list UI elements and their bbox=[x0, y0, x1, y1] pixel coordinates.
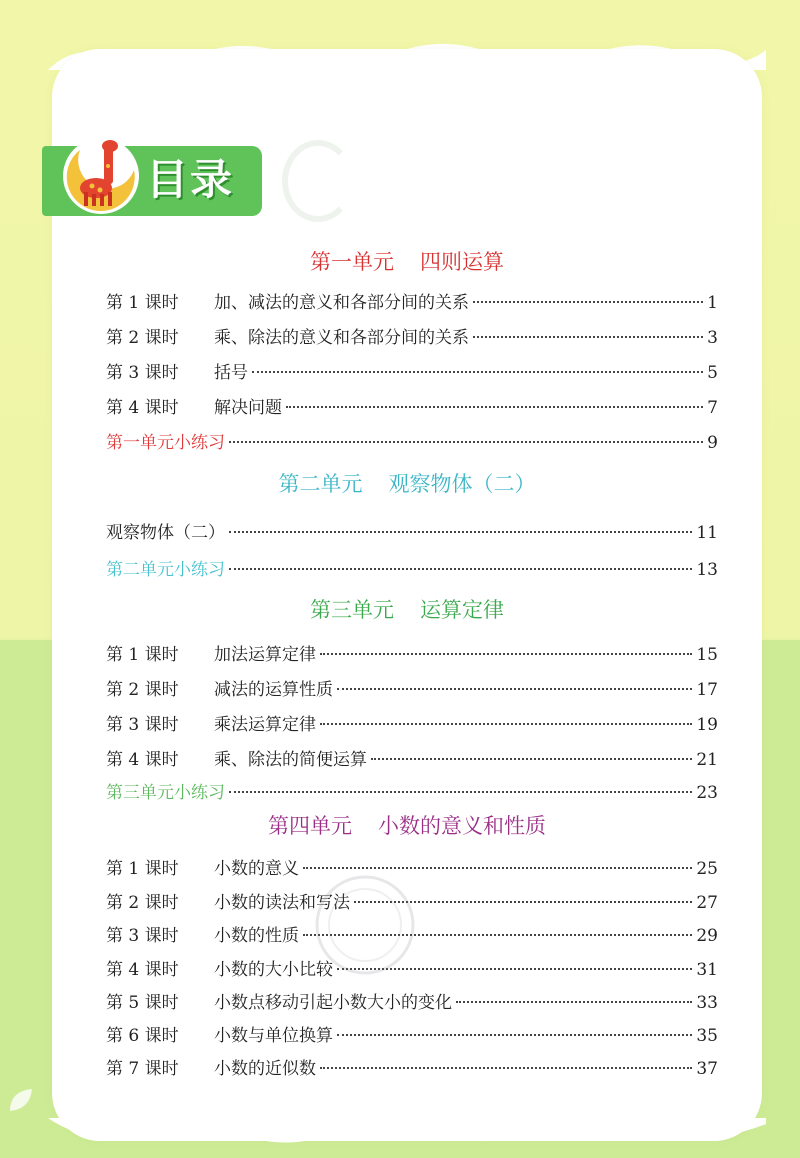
page-number: 5 bbox=[707, 363, 718, 383]
dot-leader bbox=[473, 336, 703, 338]
toc-row[interactable] bbox=[106, 988, 718, 1016]
dot-leader bbox=[229, 791, 692, 793]
page-number: 29 bbox=[696, 926, 718, 946]
toc-row[interactable] bbox=[106, 745, 718, 773]
lesson-number: 第 3 课时 bbox=[106, 926, 179, 946]
page-number: 9 bbox=[707, 433, 718, 453]
page-number: 33 bbox=[696, 993, 718, 1013]
lesson-topic: 减法的运算性质 bbox=[214, 680, 333, 700]
toc-row-practice[interactable] bbox=[106, 555, 718, 583]
lesson-number: 第 1 课时 bbox=[106, 645, 179, 665]
dot-leader bbox=[320, 1067, 692, 1069]
giraffe-mascot-icon bbox=[58, 130, 144, 216]
dot-leader bbox=[337, 1034, 692, 1036]
card-wave-bottom bbox=[48, 1118, 766, 1148]
lesson-topic: 小数的大小比较 bbox=[214, 960, 333, 980]
lesson-topic: 加、减法的意义和各部分间的关系 bbox=[214, 293, 469, 313]
lesson-number: 第 6 课时 bbox=[106, 1026, 179, 1046]
lesson-number: 第 1 课时 bbox=[106, 859, 179, 879]
lesson-topic: 小数的读法和写法 bbox=[214, 893, 350, 913]
unit-1-number: 第一单元 bbox=[310, 250, 394, 274]
toc-row[interactable] bbox=[106, 323, 718, 351]
toc-row-practice[interactable] bbox=[106, 428, 718, 456]
unit-4-number: 第四单元 bbox=[268, 814, 352, 838]
practice-label: 第二单元小练习 bbox=[106, 560, 225, 580]
lesson-topic: 小数点移动引起小数大小的变化 bbox=[214, 993, 452, 1013]
page-number: 35 bbox=[696, 1026, 718, 1046]
lesson-number: 第 4 课时 bbox=[106, 750, 179, 770]
page-number: 27 bbox=[696, 893, 718, 913]
dot-leader bbox=[229, 531, 692, 533]
dot-leader bbox=[252, 371, 703, 373]
page-number: 17 bbox=[696, 680, 718, 700]
unit-heading-1 bbox=[58, 248, 756, 276]
leaf-decoration-icon bbox=[6, 1085, 36, 1115]
page-number: 13 bbox=[696, 560, 718, 580]
toc-row[interactable] bbox=[106, 1021, 718, 1049]
lesson-number: 第 3 课时 bbox=[106, 363, 179, 383]
dot-leader bbox=[473, 301, 703, 303]
lesson-topic: 小数与单位换算 bbox=[214, 1026, 333, 1046]
page-number: 15 bbox=[696, 645, 718, 665]
unit-heading-4 bbox=[58, 812, 756, 840]
unit-1-name: 四则运算 bbox=[420, 250, 504, 274]
toc-row-practice[interactable] bbox=[106, 778, 718, 806]
lesson-topic: 小数的近似数 bbox=[214, 1059, 316, 1079]
toc-row[interactable] bbox=[106, 1054, 718, 1082]
practice-label: 第三单元小练习 bbox=[106, 783, 225, 803]
lesson-topic: 括号 bbox=[214, 363, 248, 383]
dot-leader bbox=[303, 867, 692, 869]
unit-3-name: 运算定律 bbox=[420, 598, 504, 622]
dot-leader bbox=[456, 1001, 692, 1003]
unit-4-name: 小数的意义和性质 bbox=[378, 814, 546, 838]
page-number: 23 bbox=[696, 783, 718, 803]
unit-2-name: 观察物体（二） bbox=[388, 472, 536, 496]
lesson-topic: 加法运算定律 bbox=[214, 645, 316, 665]
lesson-number: 第 5 课时 bbox=[106, 993, 179, 1013]
lesson-number: 第 2 课时 bbox=[106, 893, 179, 913]
page-number: 37 bbox=[696, 1059, 718, 1079]
practice-label: 第一单元小练习 bbox=[106, 433, 225, 453]
page-number: 7 bbox=[707, 398, 718, 418]
toc-row[interactable] bbox=[106, 288, 718, 316]
toc-row[interactable] bbox=[106, 393, 718, 421]
lesson-topic: 乘法运算定律 bbox=[214, 715, 316, 735]
page-number: 11 bbox=[696, 523, 718, 543]
lesson-topic: 小数的性质 bbox=[214, 926, 299, 946]
page-number: 19 bbox=[696, 715, 718, 735]
lesson-number: 第 4 课时 bbox=[106, 960, 179, 980]
lesson-number: 第 3 课时 bbox=[106, 715, 179, 735]
decorative-arc bbox=[282, 140, 354, 222]
page-number: 1 bbox=[707, 293, 718, 313]
toc-row[interactable] bbox=[106, 358, 718, 386]
lesson-number: 第 2 课时 bbox=[106, 680, 179, 700]
toc-row[interactable] bbox=[106, 640, 718, 668]
lesson-number: 第 2 课时 bbox=[106, 328, 179, 348]
unit-2-number: 第二单元 bbox=[278, 472, 363, 496]
dot-leader bbox=[320, 653, 692, 655]
dot-leader bbox=[229, 568, 692, 570]
lesson-topic: 小数的意义 bbox=[214, 859, 299, 879]
unit-heading-3 bbox=[58, 596, 756, 624]
dot-leader bbox=[286, 406, 703, 408]
watermark-stamp bbox=[290, 870, 440, 980]
lesson-topic: 观察物体（二） bbox=[106, 523, 225, 543]
page-number: 25 bbox=[696, 859, 718, 879]
lesson-number: 第 7 课时 bbox=[106, 1059, 179, 1079]
lesson-topic: 乘、除法的意义和各部分间的关系 bbox=[214, 328, 469, 348]
lesson-number: 第 1 课时 bbox=[106, 293, 179, 313]
page-title: 目录 bbox=[146, 155, 235, 204]
page-number: 3 bbox=[707, 328, 718, 348]
page-number: 21 bbox=[696, 750, 718, 770]
toc-row[interactable] bbox=[106, 518, 718, 546]
lesson-number: 第 4 课时 bbox=[106, 398, 179, 418]
dot-leader bbox=[229, 441, 703, 443]
unit-3-number: 第三单元 bbox=[310, 598, 394, 622]
page-number: 31 bbox=[696, 960, 718, 980]
toc-row[interactable] bbox=[106, 675, 718, 703]
lesson-topic: 解决问题 bbox=[214, 398, 282, 418]
toc-row[interactable] bbox=[106, 710, 718, 738]
dot-leader bbox=[337, 688, 692, 690]
dot-leader bbox=[320, 723, 692, 725]
dot-leader bbox=[371, 758, 692, 760]
lesson-topic: 乘、除法的简便运算 bbox=[214, 750, 367, 770]
unit-heading-2 bbox=[58, 470, 756, 498]
